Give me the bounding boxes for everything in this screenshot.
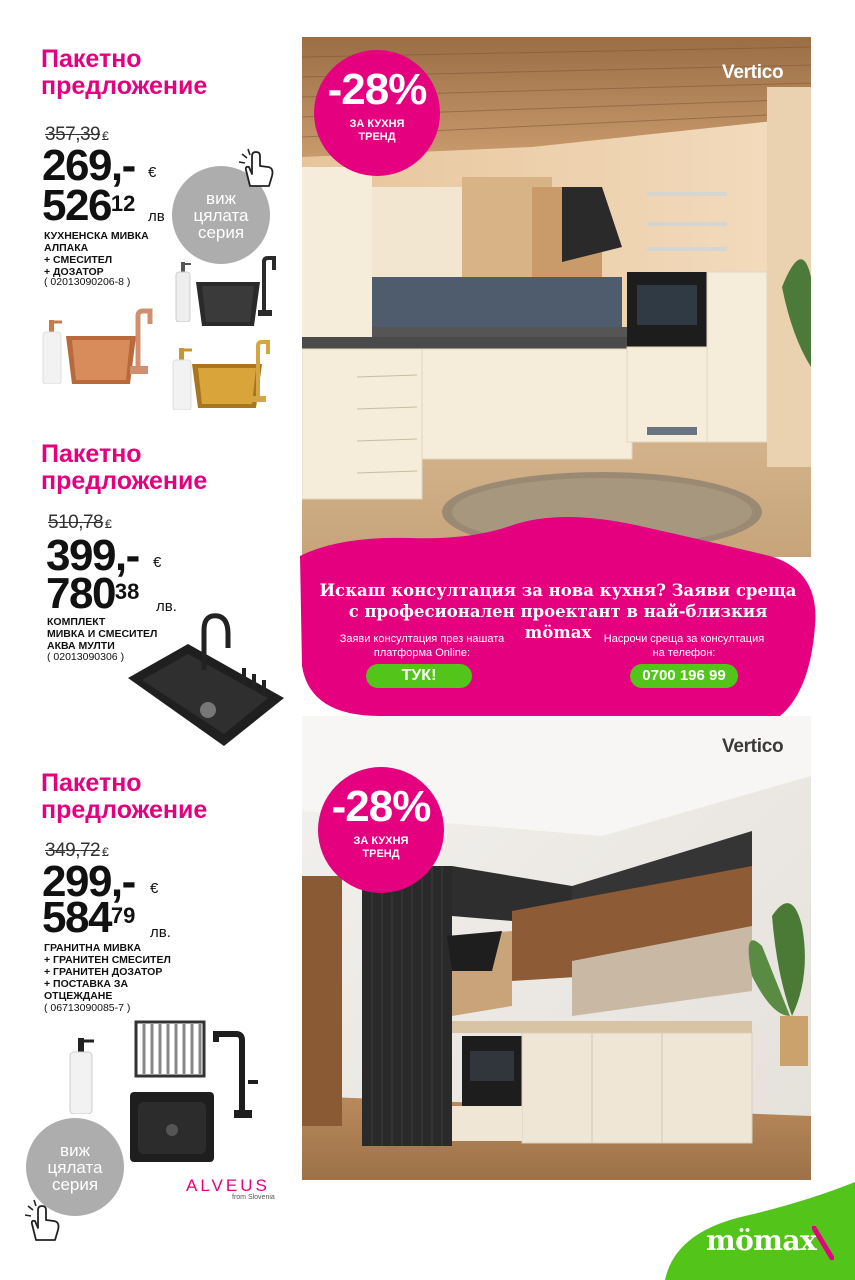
copper-faucet-icon — [116, 308, 156, 374]
vertico-logo: Vertico — [722, 736, 784, 757]
title-line: Пакетно — [41, 440, 142, 468]
gold-faucet-icon — [240, 340, 274, 402]
offer-1-eur-price — [42, 141, 135, 190]
old-price-currency: € — [102, 845, 109, 859]
see-series-text: виж — [206, 188, 236, 208]
offer-3-code: ( 06713090085-7 ) — [44, 1002, 131, 1014]
offer-3-bgn-price — [42, 893, 136, 942]
offer-2-code: ( 02013090306 ) — [47, 651, 125, 663]
desc-line: + ГРАНИТЕН ДОЗАТОР — [44, 966, 163, 978]
title-line: предложение — [41, 72, 208, 100]
text-line: на телефон: — [652, 647, 716, 659]
discount-value: -28% — [327, 65, 427, 114]
online-consultation-button[interactable]: ТУК! — [366, 664, 472, 688]
discount-label: ТРЕНД — [362, 848, 400, 860]
discount-label: ТРЕНД — [358, 131, 396, 143]
old-price-currency: € — [105, 517, 112, 531]
desc-line: КУХНЕНСКА МИВКА — [44, 230, 149, 242]
old-price-value: 357,39 — [45, 124, 101, 145]
desc-line: МИВКА И СМЕСИТЕЛ — [47, 628, 158, 640]
text-line: платформа Online: — [373, 647, 471, 659]
alveus-logo: ALVEUS — [186, 1176, 270, 1195]
discount-value: -28% — [331, 782, 431, 831]
eur-price-value: 399,- — [46, 531, 139, 580]
granite-dispenser-icon — [66, 1038, 96, 1114]
kitchen-photo-1 — [302, 37, 811, 557]
text-line: Заяви консултация през нашата — [339, 633, 505, 645]
alveus-tagline: from Slovenia — [232, 1194, 275, 1201]
granite-faucet-icon — [212, 1030, 264, 1118]
offer-2-eur-currency: € — [153, 554, 162, 571]
bgn-price-main: 780 — [46, 569, 115, 618]
desc-line: + ДОЗАТОР — [44, 266, 104, 278]
see-series-text: серия — [51, 1174, 99, 1194]
discount-badge-2 — [318, 767, 444, 893]
see-series-text: виж — [60, 1140, 90, 1160]
black-sink-set-icon — [124, 612, 288, 748]
offer-2-bgn-currency: лв. — [156, 598, 177, 615]
discount-label: ЗА КУХНЯ — [353, 835, 409, 847]
bgn-price-main: 526 — [42, 181, 111, 230]
desc-line: АЛПАКА — [44, 242, 89, 254]
title-line: предложение — [41, 796, 208, 824]
discount-badge-1 — [314, 50, 440, 176]
offer-3-eur-currency: € — [150, 880, 159, 897]
offer-1-bgn-price — [42, 181, 136, 230]
eur-price-value: 269,- — [42, 141, 135, 190]
old-price-currency: € — [102, 129, 109, 143]
granite-sink-icon — [128, 1090, 216, 1164]
offer-2-title — [41, 441, 281, 495]
title-line: Пакетно — [41, 45, 142, 73]
bgn-price-cents: 38 — [114, 579, 140, 604]
eur-price-value: 299,- — [42, 857, 135, 906]
offer-1-description — [44, 230, 149, 278]
copper-dispenser-icon — [40, 320, 64, 384]
see-series-text: цялата — [193, 205, 249, 225]
desc-line: АКВА МУЛТИ — [47, 640, 115, 652]
pointing-hand-icon — [22, 1196, 66, 1244]
see-series-text: цялата — [47, 1157, 103, 1177]
title-line: Пакетно — [41, 769, 142, 797]
offer-3-title — [41, 770, 281, 824]
headline-line: с професионален проектант в най-близкия mömax — [348, 602, 768, 642]
dispenser-icon — [174, 262, 192, 322]
vertico-logo: Vertico — [722, 62, 784, 83]
desc-line: + ПОСТАВКА ЗА — [44, 978, 129, 990]
headline-line: Искаш консултация за нова кухня? Заяви среща — [319, 581, 797, 600]
text-line: Насрочи среща за консултация — [603, 633, 765, 645]
bgn-price-main: 584 — [42, 893, 111, 942]
momax-x-mark-icon — [812, 1226, 834, 1260]
offer-2-bgn-price — [46, 569, 140, 618]
see-series-text: серия — [197, 222, 245, 242]
desc-line: КОМПЛЕКТ — [47, 616, 106, 628]
offer-3-bgn-currency: лв. — [150, 924, 171, 941]
kitchen-photo-2 — [302, 716, 811, 1180]
desc-line: ГРАНИТНА МИВКА — [44, 942, 142, 954]
offer-1-bgn-currency: лв — [148, 208, 165, 225]
offer-1-code: ( 02013090206-8 ) — [44, 276, 131, 288]
phone-consultation-text — [576, 632, 792, 660]
momax-logo: mömax — [706, 1224, 817, 1257]
online-consultation-text — [312, 632, 532, 660]
old-price-value: 510,78 — [48, 512, 104, 533]
title-line: предложение — [41, 467, 208, 495]
offer-3-description — [44, 942, 171, 1002]
desc-line: + СМЕСИТЕЛ — [44, 254, 113, 266]
desc-line: + ГРАНИТЕН СМЕСИТЕЛ — [44, 954, 171, 966]
old-price-value: 349,72 — [45, 840, 101, 861]
pointing-hand-icon — [236, 148, 280, 192]
bgn-price-cents: 12 — [110, 191, 136, 216]
black-faucet-icon — [244, 256, 278, 316]
drain-rack-icon — [134, 1020, 206, 1078]
phone-number-button[interactable]: 0700 196 99 — [630, 664, 738, 688]
desc-line: ОТЦЕЖДАНЕ — [44, 990, 113, 1002]
offer-1-eur-currency: € — [148, 164, 157, 181]
offer-1-title — [41, 46, 281, 100]
bgn-price-cents: 79 — [110, 903, 136, 928]
discount-label: ЗА КУХНЯ — [349, 118, 405, 130]
